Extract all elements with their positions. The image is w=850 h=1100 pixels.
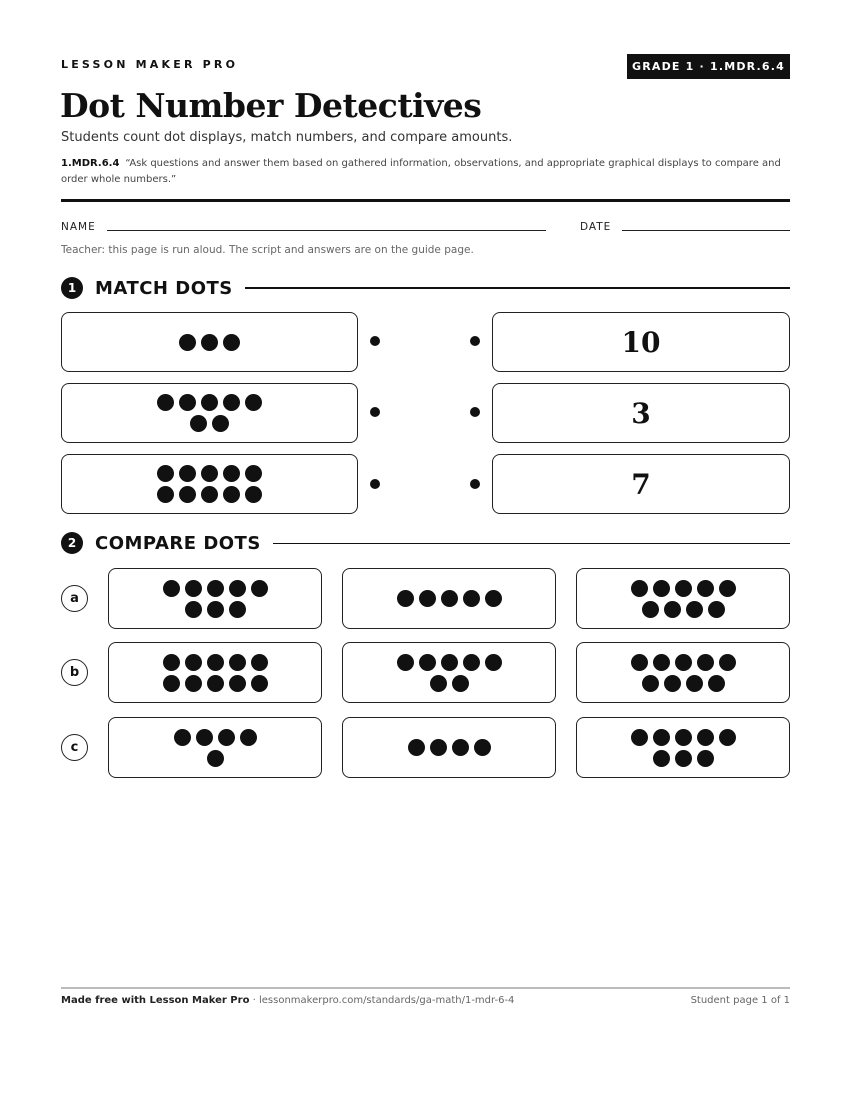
dot-row xyxy=(155,486,265,503)
dot xyxy=(631,580,648,597)
dot xyxy=(179,465,196,482)
compare-dot-card[interactable] xyxy=(576,568,790,629)
row-label-c: c xyxy=(61,734,88,761)
dot xyxy=(163,654,180,671)
row-label-a: a xyxy=(61,585,88,612)
standard-text: “Ask questions and answer them based on gathered information, observations, and appropriate graphical displays to compare and order whole numbers.” xyxy=(61,158,781,185)
dot-card xyxy=(61,454,358,514)
dot-row xyxy=(427,675,471,692)
number-card xyxy=(492,454,790,514)
dot xyxy=(229,654,246,671)
dot xyxy=(419,590,436,607)
dot xyxy=(397,654,414,671)
dot xyxy=(485,654,502,671)
dot-row xyxy=(394,654,504,671)
dot xyxy=(452,675,469,692)
row-label-b: b xyxy=(61,659,88,686)
dot xyxy=(185,654,202,671)
section-title: MATCH DOTS xyxy=(95,277,233,299)
dot xyxy=(240,729,257,746)
dot xyxy=(196,729,213,746)
dot xyxy=(463,654,480,671)
dot xyxy=(157,486,174,503)
footer-url[interactable]: · lessonmakerpro.com/standards/ga-math/1-mdr-6-4 xyxy=(249,995,515,1006)
footer-divider xyxy=(61,987,790,989)
dot xyxy=(686,675,703,692)
section-match-dots-header xyxy=(61,276,790,300)
dot xyxy=(452,739,469,756)
dot xyxy=(251,580,268,597)
dot-card xyxy=(61,312,358,372)
date-field[interactable] xyxy=(622,230,790,231)
dot xyxy=(179,334,196,351)
dot-row xyxy=(188,415,232,432)
dot xyxy=(201,334,218,351)
number-card xyxy=(492,383,790,443)
dot xyxy=(708,601,725,618)
dot xyxy=(185,580,202,597)
footer-made-with: Made free with Lesson Maker Pro xyxy=(61,995,250,1006)
standard-description xyxy=(61,156,791,188)
section-divider xyxy=(245,287,790,289)
compare-dot-card[interactable] xyxy=(342,568,556,629)
dot xyxy=(430,675,447,692)
compare-dot-card[interactable] xyxy=(576,717,790,778)
dot xyxy=(664,675,681,692)
dot xyxy=(719,654,736,671)
dot xyxy=(245,465,262,482)
dot xyxy=(218,729,235,746)
number-card xyxy=(492,312,790,372)
dot xyxy=(653,654,670,671)
header-divider xyxy=(61,199,790,202)
compare-dot-card[interactable] xyxy=(576,642,790,703)
section-title: COMPARE DOTS xyxy=(95,532,261,554)
dot-row xyxy=(394,590,504,607)
footer-credit xyxy=(61,995,514,1006)
dot-row xyxy=(650,750,716,767)
dot xyxy=(223,334,240,351)
dot-row xyxy=(182,601,248,618)
dot xyxy=(201,486,218,503)
date-label: DATE xyxy=(580,221,612,233)
dot xyxy=(463,590,480,607)
dot xyxy=(697,654,714,671)
dot xyxy=(229,580,246,597)
dot-row xyxy=(160,580,270,597)
compare-dot-card[interactable] xyxy=(342,717,556,778)
dot xyxy=(245,486,262,503)
dot-card xyxy=(61,383,358,443)
dot xyxy=(441,590,458,607)
dot xyxy=(686,601,703,618)
dot xyxy=(157,394,174,411)
dot-row xyxy=(204,750,226,767)
dot xyxy=(675,580,692,597)
number-card-value: 10 xyxy=(621,325,661,359)
page-subtitle: Students count dot displays, match numbers, and compare amounts. xyxy=(61,130,513,145)
dot xyxy=(245,394,262,411)
dot xyxy=(251,654,268,671)
dot xyxy=(474,739,491,756)
match-connector-left[interactable] xyxy=(370,407,380,417)
compare-dot-card[interactable] xyxy=(342,642,556,703)
dot xyxy=(408,739,425,756)
dot xyxy=(631,729,648,746)
dot-row xyxy=(628,654,738,671)
dot-row xyxy=(628,580,738,597)
dot xyxy=(223,486,240,503)
number-card-value: 7 xyxy=(631,467,651,501)
dot-row xyxy=(171,729,259,746)
dot xyxy=(653,580,670,597)
section-compare-dots-header xyxy=(61,531,790,555)
dot xyxy=(697,750,714,767)
dot xyxy=(190,415,207,432)
section-number-badge: 2 xyxy=(61,532,83,554)
dot xyxy=(397,590,414,607)
dot xyxy=(201,394,218,411)
match-connector-right[interactable] xyxy=(470,407,480,417)
dot xyxy=(664,601,681,618)
standard-code: 1.MDR.6.4 xyxy=(61,158,120,169)
dot xyxy=(697,729,714,746)
teacher-note: Teacher: this page is run aloud. The script and answers are on the guide page. xyxy=(61,244,474,256)
dot xyxy=(642,601,659,618)
dot-row xyxy=(639,601,727,618)
match-connector-right[interactable] xyxy=(470,479,480,489)
dot-row xyxy=(160,654,270,671)
dot xyxy=(201,465,218,482)
dot xyxy=(697,580,714,597)
name-label: NAME xyxy=(61,221,96,233)
dot-row xyxy=(160,675,270,692)
dot xyxy=(251,675,268,692)
compare-dot-card[interactable] xyxy=(108,642,322,703)
dot-row xyxy=(177,334,243,351)
dot xyxy=(719,729,736,746)
dot xyxy=(430,739,447,756)
dot xyxy=(419,654,436,671)
dot-row xyxy=(628,729,738,746)
page-title: Dot Number Detectives xyxy=(60,86,482,125)
dot xyxy=(653,729,670,746)
dot xyxy=(207,750,224,767)
dot xyxy=(207,654,224,671)
dot xyxy=(185,675,202,692)
dot xyxy=(207,675,224,692)
match-connector-left[interactable] xyxy=(370,479,380,489)
dot-row xyxy=(155,465,265,482)
dot xyxy=(675,729,692,746)
dot xyxy=(642,675,659,692)
dot-row xyxy=(155,394,265,411)
dot xyxy=(179,486,196,503)
dot xyxy=(212,415,229,432)
dot xyxy=(207,601,224,618)
dot-row xyxy=(405,739,493,756)
dot xyxy=(157,465,174,482)
grade-badge: GRADE 1 · 1.MDR.6.4 xyxy=(627,54,790,79)
dot xyxy=(163,675,180,692)
dot xyxy=(708,675,725,692)
dot xyxy=(675,654,692,671)
dot xyxy=(719,580,736,597)
compare-dot-card[interactable] xyxy=(108,568,322,629)
dot xyxy=(229,601,246,618)
section-divider xyxy=(273,543,790,544)
dot xyxy=(223,465,240,482)
match-connector-left[interactable] xyxy=(370,336,380,346)
dot xyxy=(653,750,670,767)
dot xyxy=(441,654,458,671)
dot xyxy=(675,750,692,767)
dot xyxy=(207,580,224,597)
dot xyxy=(185,601,202,618)
dot xyxy=(163,580,180,597)
dot-row xyxy=(639,675,727,692)
compare-dot-card[interactable] xyxy=(108,717,322,778)
dot xyxy=(174,729,191,746)
dot xyxy=(229,675,246,692)
dot xyxy=(631,654,648,671)
dot xyxy=(179,394,196,411)
brand-name: LESSON MAKER PRO xyxy=(61,58,239,71)
dot xyxy=(223,394,240,411)
number-card-value: 3 xyxy=(631,396,651,430)
name-field[interactable] xyxy=(107,230,546,231)
dot xyxy=(485,590,502,607)
match-connector-right[interactable] xyxy=(470,336,480,346)
footer-page-number: Student page 1 of 1 xyxy=(690,995,790,1006)
section-number-badge: 1 xyxy=(61,277,83,299)
